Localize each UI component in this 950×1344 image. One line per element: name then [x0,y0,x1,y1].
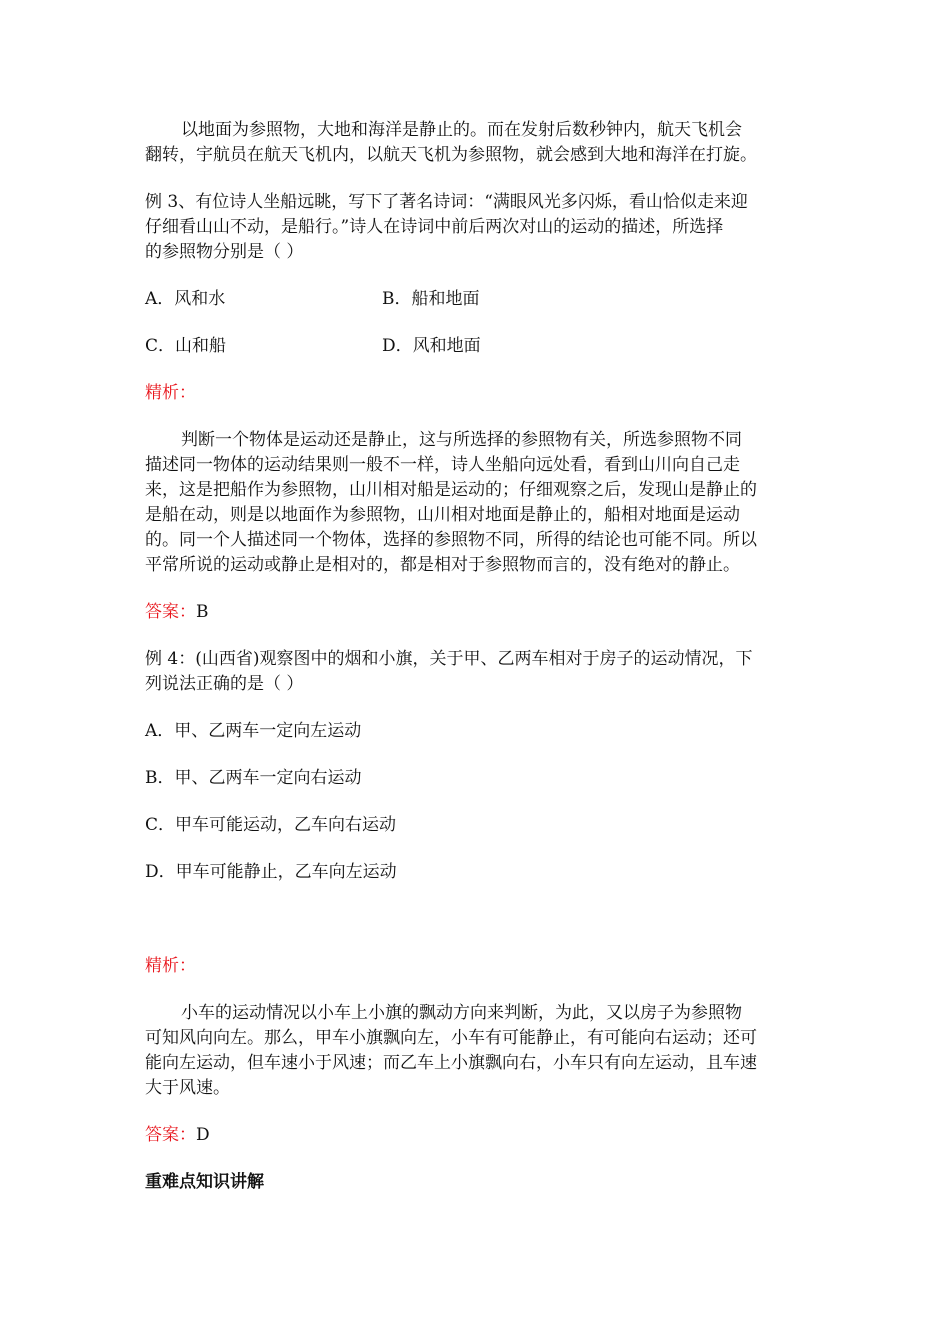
example3-analysis [145,428,815,578]
analysis-line: 判断一个物体是运动还是静止，这与所选择的参照物有关，所选参照物不同 [181,430,742,450]
analysis-line: 来，这是把船作为参照物，山川相对船是运动的；仔细观察之后，发现山是静止的 [145,480,757,500]
intro-line: 以地面为参照物，大地和海洋是静止的。而在发射后数秒钟内，航天飞机会 [181,120,742,140]
example3-question [145,190,815,265]
analysis-line: 能向左运动，但车速小于风速；而乙车上小旗飘向右，小车只有向左运动，且车速 [145,1053,757,1073]
example4-analysis [145,1001,815,1101]
document-page [145,118,815,1195]
analysis-line: 平常所说的运动或静止是相对的，都是相对于参照物而言的，没有绝对的静止。 [145,555,740,575]
question-line: 的参照物分别是（ ） [145,242,304,262]
section-heading: 重难点知识讲解 [145,1172,264,1192]
example4-question [145,647,815,697]
question-line: 例 3、有位诗人坐船远眺，写下了著名诗词：“满眼风光多闪烁，看山恰似走来迎 [145,192,748,212]
analysis-line: 大于风速。 [145,1078,230,1098]
option-c: C．甲车可能运动，乙车向右运动 [145,815,397,835]
answer-label: 答案： [145,602,196,622]
answer-value: D [196,1125,210,1145]
question-line: 仔细看山山不动，是船行。”诗人在诗词中前后两次对山的运动的描述，所选择 [145,217,724,237]
option-b: B．船和地面 [382,289,480,309]
option-a: A．甲、乙两车一定向左运动 [145,721,362,741]
answer-label: 答案： [145,1125,196,1145]
intro-line: 翻转，宇航员在航天飞机内，以航天飞机为参照物，就会感到大地和海洋在打旋。 [145,145,757,165]
intro-paragraph [145,118,815,168]
option-c: C．山和船 [145,336,227,356]
example3-options-row [145,287,815,312]
analysis-label: 精析： [145,956,196,976]
analysis-line: 是船在动，则是以地面作为参照物，山川相对地面是静止的，船相对地面是运动 [145,505,740,525]
question-line: 列说法正确的是（ ） [145,674,304,694]
answer-value: B [196,602,209,622]
analysis-label: 精析： [145,383,196,403]
option-a: A．风和水 [145,289,226,309]
analysis-line: 描述同一物体的运动结果则一般不一样，诗人坐船向远处看，看到山川向自己走 [145,455,740,475]
analysis-line: 的。同一个人描述同一个物体，选择的参照物不同，所得的结论也可能不同。所以 [145,530,757,550]
analysis-line: 小车的运动情况以小车上小旗的飘动方向来判断，为此，又以房子为参照物 [181,1003,742,1023]
example4-answer [145,1123,815,1148]
option-d: D．风和地面 [382,336,481,356]
option-b: B．甲、乙两车一定向右运动 [145,768,362,788]
option-d: D．甲车可能静止，乙车向左运动 [145,862,397,882]
example3-options-row [145,334,815,359]
question-line: 例 4：(山西省)观察图中的烟和小旗，关于甲、乙两车相对于房子的运动情况，下 [145,649,753,669]
example3-answer [145,600,815,625]
analysis-line: 可知风向向左。那么，甲车小旗飘向左，小车有可能静止，有可能向右运动；还可 [145,1028,757,1048]
